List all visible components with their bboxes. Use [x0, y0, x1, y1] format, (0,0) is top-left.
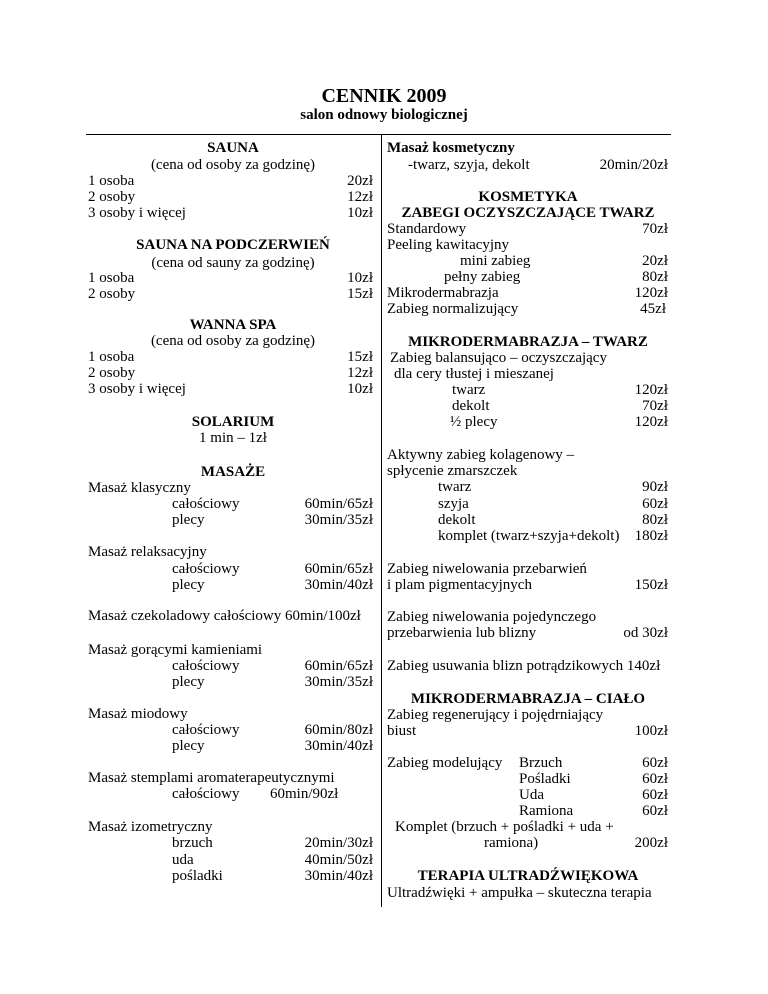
kosmetyka-subtitle: ZABEGI OCZYSZCZAJĄCE TWARZ — [401, 205, 655, 221]
service-label: Pośladki — [519, 771, 571, 787]
spa-row-label: 3 osoby i więcej — [88, 381, 186, 397]
massage-price: 20min/30zł — [304, 835, 373, 851]
service-label: komplet (twarz+szyja+dekolt) — [438, 528, 620, 544]
service-price: 60zł — [642, 803, 668, 819]
solarium-title: SOLARIUM — [191, 414, 275, 430]
service-price: 45zł — [640, 301, 666, 317]
massage-price: 60min/90zł — [270, 786, 339, 802]
massage-price: 30min/40zł — [304, 577, 373, 593]
service-label: Zabieg normalizujący — [387, 301, 519, 317]
spa-row-label: 1 osoba — [88, 349, 135, 365]
service-label: Uda — [519, 787, 544, 803]
service-label: ½ plecy — [450, 414, 498, 430]
page-subtitle: salon odnowy biologicznej — [300, 107, 468, 123]
service-label: Zabieg niwelowania pojedynczego — [387, 609, 597, 625]
massage-price: 30min/40zł — [304, 738, 373, 754]
sauna-note: (cena od osoby za godzinę) — [150, 157, 316, 173]
service-label: Zabieg regenerujący i pojędrniający — [387, 707, 604, 723]
massage-variant: całościowy — [172, 786, 240, 802]
service-label: Ultradźwięki + ampułka – skuteczna terapia — [387, 885, 652, 901]
sauna-ir-note: (cena od sauny za godzinę) — [151, 255, 315, 271]
spa-row-price: 10zł — [347, 381, 373, 397]
service-label: twarz — [452, 382, 486, 398]
service-price: 20zł — [642, 253, 668, 269]
massage-price: 60min/65zł — [304, 658, 373, 674]
sauna-ir-title: SAUNA NA PODCZERWIEŃ — [136, 237, 330, 253]
service-price: 120zł — [634, 382, 668, 398]
service-label: mini zabieg — [460, 253, 531, 269]
service-price: 70zł — [642, 398, 668, 414]
service-label: Zabieg usuwania blizn potrądzikowych 140zł — [387, 658, 661, 674]
service-label: Zabieg balansująco – oczyszczający — [390, 350, 607, 366]
service-label: biust — [387, 723, 417, 739]
massage-name: Masaż klasyczny — [88, 480, 191, 496]
sauna-row-label: 2 osoby — [88, 189, 136, 205]
service-label: Mikrodermabrazja — [387, 285, 499, 301]
sauna-ir-row-label: 2 osoby — [88, 286, 136, 302]
service-label: dla cery tłustej i mieszanej — [394, 366, 554, 382]
spa-row-label: 2 osoby — [88, 365, 136, 381]
spa-title: WANNA SPA — [189, 317, 277, 333]
massage-price: 30min/40zł — [304, 868, 373, 884]
service-price: 200zł — [634, 835, 668, 851]
service-label: Peeling kawitacyjny — [387, 237, 510, 253]
service-price: 90zł — [642, 479, 668, 495]
column-divider — [381, 134, 382, 907]
service-label: Zabieg niwelowania przebarwień — [387, 561, 587, 577]
ultra-title: TERAPIA ULTRADŹWIĘKOWA — [417, 868, 639, 884]
massage-variant: plecy — [172, 512, 205, 528]
spa-row-price: 12zł — [347, 365, 373, 381]
mikro-cialo-title: MIKRODERMABRAZJA – CIAŁO — [410, 691, 646, 707]
service-label: Zabieg modelujący — [387, 755, 503, 771]
massage-variant: uda — [172, 852, 194, 868]
service-price: 60zł — [642, 755, 668, 771]
service-price: 60zł — [642, 787, 668, 803]
service-price: 180zł — [634, 528, 668, 544]
massage-variant: całościowy — [172, 722, 240, 738]
massage-variant: plecy — [172, 674, 205, 690]
sauna-row-label: 3 osoby i więcej — [88, 205, 186, 221]
massage-name: Masaż miodowy — [88, 706, 188, 722]
sauna-row-price: 12zł — [347, 189, 373, 205]
massage-name: Masaż gorącymi kamieniami — [88, 642, 263, 658]
service-label: Aktywny zabieg kolagenowy – — [387, 447, 575, 463]
sauna-title: SAUNA — [207, 140, 259, 156]
massage-variant: całościowy — [172, 496, 240, 512]
massage-variant: pośladki — [172, 868, 223, 884]
cosmetic-massage-price: 20min/20zł — [599, 157, 668, 173]
massage-variant: plecy — [172, 577, 205, 593]
massage-price: 60min/65zł — [304, 496, 373, 512]
service-label: dekolt — [438, 512, 476, 528]
solarium-price: 1 min – 1zł — [199, 430, 267, 446]
massage-name: Masaż relaksacyjny — [88, 544, 207, 560]
spa-row-price: 15zł — [347, 349, 373, 365]
massage-name: Masaż stemplami aromaterapeutycznymi — [88, 770, 335, 786]
massage-name: Masaż izometryczny — [88, 819, 213, 835]
service-label: Standardowy — [387, 221, 467, 237]
massage-price: 30min/35zł — [304, 674, 373, 690]
sauna-ir-row-price: 15zł — [347, 286, 373, 302]
service-label: Ramiona — [519, 803, 574, 819]
massage-price: 60min/65zł — [304, 561, 373, 577]
masaze-title: MASAŻE — [200, 464, 266, 480]
service-label: przebarwienia lub blizny — [387, 625, 537, 641]
massage-variant: brzuch — [172, 835, 213, 851]
massage-price: 60min/80zł — [304, 722, 373, 738]
kosmetyka-title: KOSMETYKA — [478, 189, 578, 205]
service-price: 60zł — [642, 496, 668, 512]
spa-note: (cena od osoby za godzinę) — [150, 333, 316, 349]
sauna-row-price: 20zł — [347, 173, 373, 189]
massage-variant: całościowy — [172, 561, 240, 577]
massage-variant: plecy — [172, 738, 205, 754]
service-label: ramiona) — [484, 835, 539, 851]
service-price: 150zł — [634, 577, 668, 593]
service-price: 120zł — [634, 285, 668, 301]
service-price: 80zł — [642, 512, 668, 528]
service-price: 100zł — [634, 723, 668, 739]
massage-variant: całościowy — [172, 658, 240, 674]
service-label: Komplet (brzuch + pośladki + uda + — [395, 819, 614, 835]
sauna-ir-row-price: 10zł — [347, 270, 373, 286]
sauna-row-label: 1 osoba — [88, 173, 135, 189]
service-price: 70zł — [642, 221, 668, 237]
page-title: CENNIK 2009 — [321, 85, 447, 107]
massage-price: 40min/50zł — [304, 852, 373, 868]
service-label: spłycenie zmarszczek — [387, 463, 518, 479]
sauna-ir-row-label: 1 osoba — [88, 270, 135, 286]
service-label: pełny zabieg — [444, 269, 521, 285]
service-label: dekolt — [452, 398, 490, 414]
service-label: i plam pigmentacyjnych — [387, 577, 532, 593]
cosmetic-massage-desc: -twarz, szyja, dekolt — [408, 157, 530, 173]
service-price: od 30zł — [623, 625, 668, 641]
service-price: 80zł — [642, 269, 668, 285]
sauna-row-price: 10zł — [347, 205, 373, 221]
service-price: 120zł — [634, 414, 668, 430]
massage-price: 30min/35zł — [304, 512, 373, 528]
mikro-twarz-title: MIKRODERMABRAZJA – TWARZ — [408, 334, 648, 350]
service-label: twarz — [438, 479, 472, 495]
massage-chocolate: Masaż czekoladowy całościowy 60min/100zł — [88, 608, 361, 624]
service-price: 60zł — [642, 771, 668, 787]
header-divider — [86, 134, 671, 135]
service-label: Brzuch — [519, 755, 563, 771]
cosmetic-massage-title: Masaż kosmetyczny — [387, 140, 515, 156]
service-label: szyja — [438, 496, 469, 512]
